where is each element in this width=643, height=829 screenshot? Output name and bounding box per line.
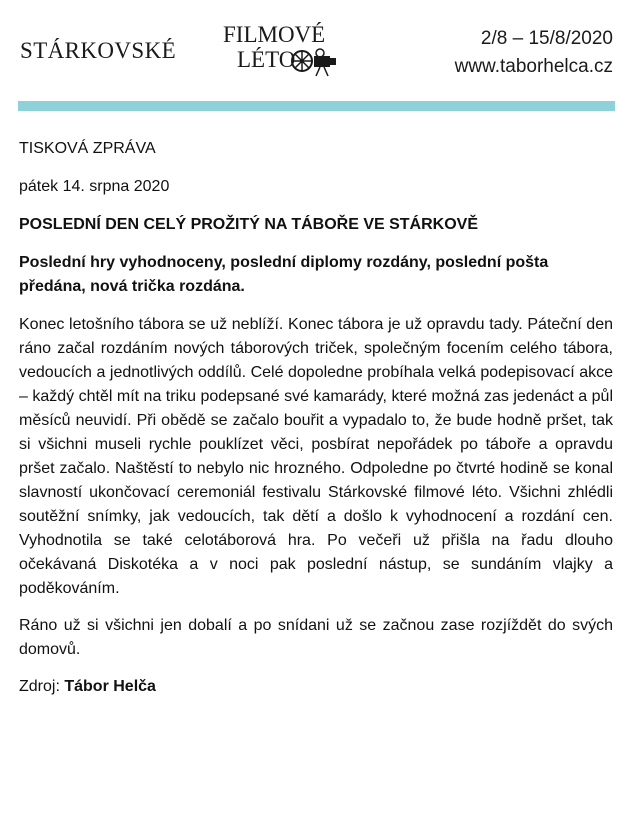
header-info [455,25,613,81]
logo-text-starkovske: STÁRKOVSKÉ [20,38,177,63]
article-paragraph-2: Ráno už si všichni jen dobalí a po snídani už se začnou zase rozjíždět do svých domovů. [19,617,613,658]
document-label: TISKOVÁ ZPRÁVA [19,140,156,157]
press-release [19,137,613,699]
page-header [0,0,643,100]
film-projector-icon [290,47,344,77]
website-link[interactable]: www.taborhelca.cz [454,56,613,77]
article-headline: POSLEDNÍ DEN CELÝ PROŽITÝ NA TÁBOŘE VE STÁRKOVĚ [19,216,479,233]
release-date: pátek 14. srpna 2020 [19,178,170,195]
header-divider [18,101,615,111]
article-source [19,675,613,699]
source-label: Zdroj: [19,678,65,695]
festival-logo [20,22,360,80]
logo-text-filmove: FILMOVÉ [223,22,326,47]
article-paragraph-1: Konec letošního tábora se už neblíží. Konec tábora je už opravdu tady. Páteční den ráno začal rozdáním nových táborových triček, společným focením celého tábora, vedoucích a jednotlivých oddílů. Celé dopoledne probíhala velká podepisovací akce – každý chtěl mít na triku podepsané své kamarády, které možná zas jedenáct a půl měsíců neuvidí. Při obědě se začalo bouřit a vypadalo to, že bude hodně pršet, tak si všichni museli rychle pouklízet věci, posbírat nepořádek po táboře a opravdu pršet začalo. Naštěstí to nebylo nic hrozného. Odpoledne po čtvrté hodině se konal slavností ukončovací ceremoniál festivalu Stárkovské filmové léto. Všichni zhlédli soutěžní snímky, jak vedoucích, tak dětí a došlo k vyhodnocení a rozdání cen. Vyhodnotila se také celotáborová hra. Po večeři už přišla na řadu dlouho očekávaná Diskotéka a v noci pak poslední nástup, se sundáním vlajky a poděkováním. [19,316,613,597]
source-name: Tábor Helča [64,678,156,695]
festival-dates: 2/8 – 15/8/2020 [480,28,613,49]
article-lead: Poslední hry vyhodnoceny, poslední diplomy rozdány, poslední pošta předána, nová trička rozdána. [19,254,549,295]
logo-text-leto: LÉTO [237,47,296,72]
